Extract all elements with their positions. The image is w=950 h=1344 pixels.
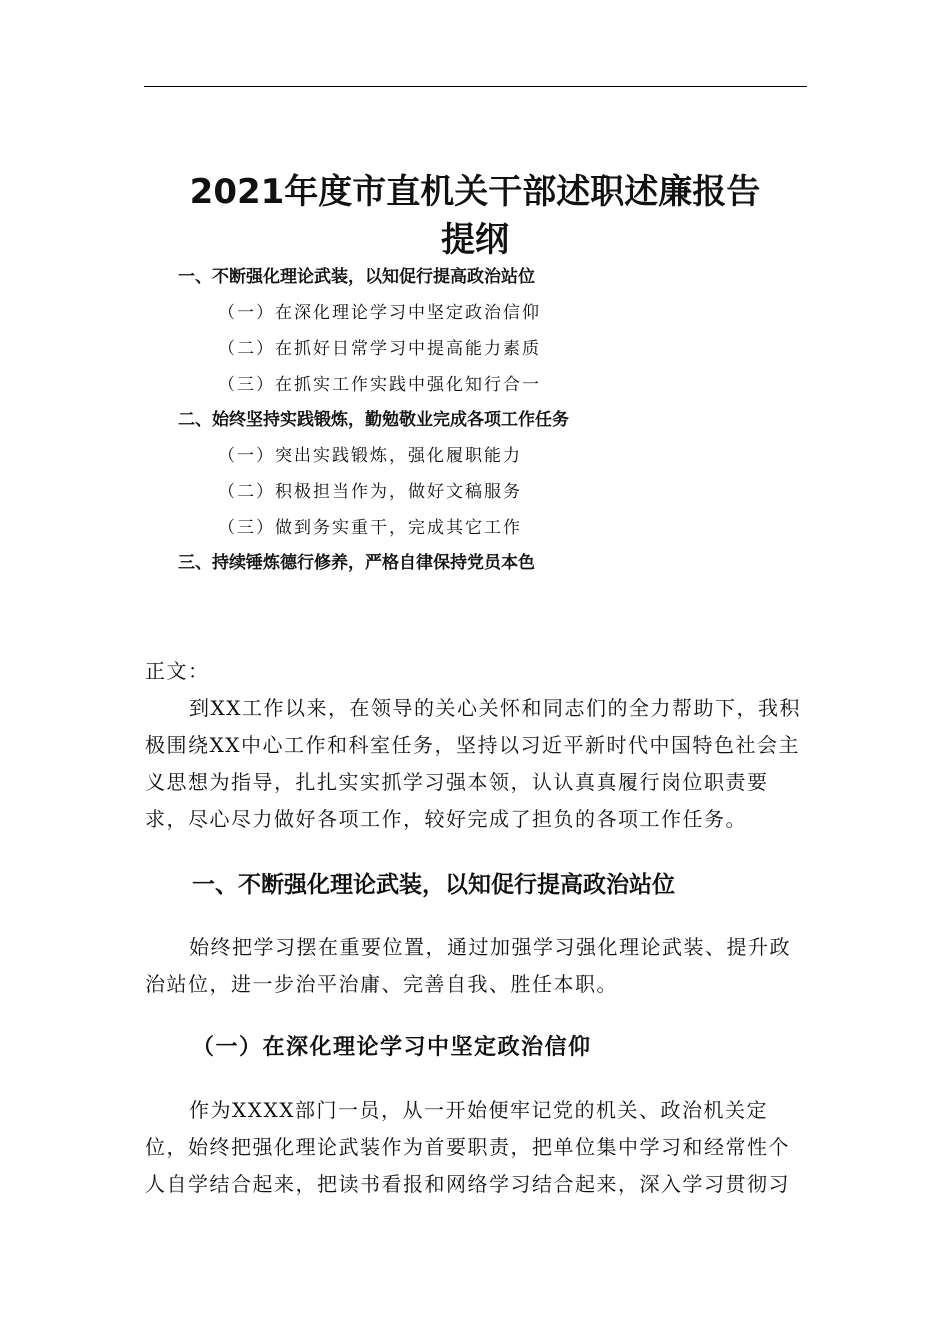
document-subtitle: 提纲 [441,220,509,260]
header-rule [144,86,807,87]
subsection-paragraph: 作为XXXX部门一员，从一开始便牢记党的机关、政治机关定位，始终把强化理论武装作为首要职责，把单位集中学习和经常性个人自学结合起来，把读书看报和网络学习结合起来，深入学习贯彻习 [145,1098,790,1196]
section-heading: 一、不断强化理论武装，以知促行提高政治站位 [192,872,675,898]
outline-item: （一）在深化理论学习中坚定政治信仰 [218,303,541,323]
document-title: 2021年度市直机关干部述职述廉报告 [189,172,761,212]
outline-item: （三）做到务实重干，完成其它工作 [218,518,522,538]
outline-item: 三、持续锤炼德行修养，严格自律保持党员本色 [178,553,535,573]
outline-item: 二、始终坚持实践锻炼，勤勉敬业完成各项工作任务 [178,410,569,430]
subsection-heading: （一）在深化理论学习中坚定政治信仰 [192,1034,592,1060]
body-label: 正文： [145,659,210,683]
section-paragraph: 始终把学习摆在重要位置，通过加强学习强化理论武装、提升政治站位，进一步治平治庸、完善自我、胜任本职。 [145,935,791,996]
intro-paragraph: 到XX工作以来，在领导的关心关怀和同志们的全力帮助下，我积极围绕XX中心工作和科室任务，坚持以习近平新时代中国特色社会主义思想为指导，扎扎实实抓学习强本领，认认真真履行岗位职责要求，尽心尽力做好各项工作，较好完成了担负的各项工作任务。 [145,696,801,831]
outline-item: 一、不断强化理论武装，以知促行提高政治站位 [178,267,535,287]
outline-item: （一）突出实践锻炼，强化履职能力 [218,446,522,466]
outline-item: （三）在抓实工作实践中强化知行合一 [218,375,541,395]
outline-item: （二）积极担当作为，做好文稿服务 [218,482,522,502]
outline-item: （二）在抓好日常学习中提高能力素质 [218,339,541,359]
